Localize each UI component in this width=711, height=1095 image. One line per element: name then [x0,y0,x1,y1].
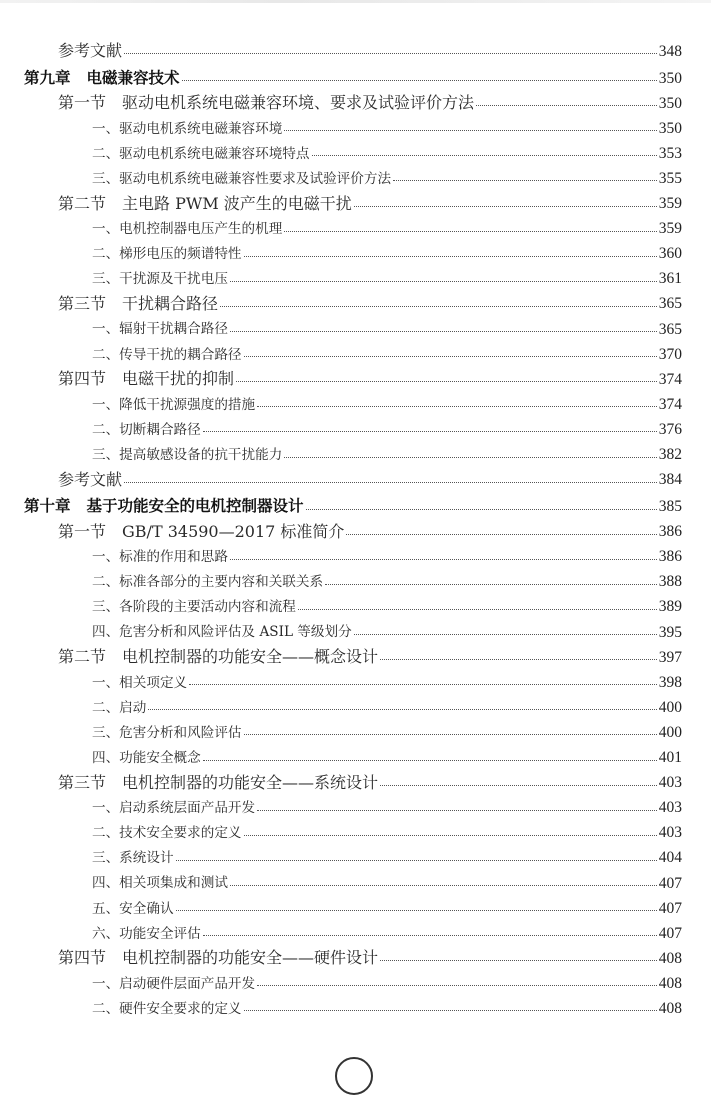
dot-leader [476,105,657,106]
toc-entry-label: 基于功能安全的电机控制器设计 [86,497,304,516]
dot-leader [189,684,657,685]
toc-entry-label: 三、驱动电机系统电磁兼容性要求及试验评价方法 [92,170,392,187]
toc-entry-item[interactable] [0,916,711,941]
toc-entry-chapter[interactable] [0,488,711,515]
toc-entry-title [92,900,176,917]
dot-leader [284,457,656,458]
toc-entry-section[interactable] [0,362,711,387]
toc-entry-page-number: 403 [658,799,682,817]
toc-entry-label: 一、驱动电机系统电磁兼容环境 [92,120,283,137]
toc-entry-page-number: 350 [658,69,682,87]
dot-leader [380,960,657,961]
toc-entry-title [92,925,203,942]
dot-leader [203,431,657,432]
toc-entry-label: 参考文献 [58,41,123,61]
toc-entry-label: 四、功能安全概念 [92,749,201,766]
toc-entry-number: 第三节 [58,293,107,313]
dot-leader [244,835,657,836]
toc-entry-item[interactable] [0,715,711,740]
toc-entry-number: 第四节 [58,369,107,389]
toc-entry-title [92,877,230,891]
table-of-contents [0,34,711,1016]
dot-leader [346,534,656,535]
toc-entry-label: 五、安全确认 [92,900,174,917]
toc-entry-title [92,170,393,187]
toc-entry-page-number: 376 [658,420,682,438]
toc-entry-page-number: 370 [658,345,682,363]
toc-entry-item[interactable] [0,791,711,816]
toc-entry-title [58,469,124,489]
dot-leader [244,1010,657,1011]
toc-entry-item[interactable] [0,841,711,866]
toc-entry-label: 三、危害分析和风险评估 [92,724,242,741]
toc-entry-label: 四、危害分析和风险评估及 ASIL 等级划分 [92,624,352,641]
toc-entry-ref[interactable] [0,34,711,59]
toc-entry-page-number: 403 [658,774,682,792]
toc-entry-title [24,499,306,515]
dot-leader [203,760,657,761]
dot-leader [244,734,657,735]
toc-entry-label: 电磁干扰的抑制 [122,369,235,389]
toc-entry-title [92,446,284,463]
toc-entry-title [58,371,236,387]
dot-leader [325,584,657,585]
toc-entry-page-number: 382 [658,446,682,463]
toc-entry-page-number: 398 [658,673,682,691]
toc-entry-page-number: 408 [658,999,682,1017]
toc-entry-page-number: 365 [658,320,682,338]
toc-entry-label: 参考文献 [58,469,123,489]
toc-entry-title [92,827,244,841]
toc-entry-title [92,852,176,866]
toc-entry-title [58,293,220,313]
toc-entry-item[interactable] [0,565,711,590]
toc-entry-title [92,975,257,992]
toc-entry-label: 电磁兼容技术 [86,68,180,87]
toc-entry-label: 电机控制器的功能安全——概念设计 [122,647,379,667]
toc-entry-label: 一、标准的作用和思路 [92,549,228,566]
dot-leader [257,985,657,986]
toc-entry-label: 驱动电机系统电磁兼容环境、要求及试验评价方法 [122,93,475,113]
toc-entry-item[interactable] [0,136,711,161]
toc-entry-label: 主电路 PWM 波产生的电磁干扰 [122,193,352,213]
toc-entry-title [92,120,284,137]
toc-entry-title [92,551,230,565]
toc-entry-page-number: 388 [658,573,682,591]
dot-leader [236,381,657,382]
toc-entry-number: 第二节 [58,647,107,667]
toc-entry-page-number: 359 [658,195,682,213]
dot-leader [284,231,656,232]
toc-entry-title [92,346,244,363]
toc-entry-label: 二、驱动电机系统电磁兼容环境特点 [92,145,310,162]
dot-leader [124,53,657,54]
toc-entry-label: 电机控制器的功能安全——硬件设计 [122,948,379,968]
toc-entry-title [92,626,354,640]
toc-entry-section[interactable] [0,86,711,111]
toc-entry-section[interactable] [0,766,711,791]
toc-entry-item[interactable] [0,387,711,412]
toc-entry-section[interactable] [0,941,711,966]
toc-entry-item[interactable] [0,412,711,437]
toc-entry-page-number: 374 [658,395,682,413]
toc-entry-item[interactable] [0,437,711,462]
toc-entry-label: 电机控制器的功能安全——系统设计 [122,772,379,792]
toc-entry-title [92,749,203,766]
toc-entry-page-number: 407 [658,874,682,892]
dot-leader [312,155,657,156]
toc-entry-title [92,601,298,615]
toc-entry-title [58,649,380,665]
toc-entry-item[interactable] [0,816,711,841]
toc-entry-label: 一、相关项定义 [92,674,188,691]
toc-entry-page-number: 355 [658,169,682,187]
toc-entry-title [92,699,148,716]
dot-leader [298,609,657,610]
toc-entry-page-number: 386 [658,523,682,541]
toc-entry-label: 一、启动系统层面产品开发 [92,800,256,817]
toc-entry-page-number: 365 [658,295,682,313]
dot-leader [380,659,657,660]
dot-leader [393,180,657,181]
toc-entry-page-number: 353 [658,144,682,162]
dot-leader [176,860,657,861]
toc-entry-number: 第一节 [58,521,107,541]
dot-leader [306,509,657,510]
toc-entry-label: 三、提高敏感设备的抗干扰能力 [92,446,283,463]
toc-entry-page-number: 408 [658,949,682,967]
toc-entry-page-number: 400 [658,723,682,741]
toc-entry-label: 二、硬件安全要求的定义 [92,1000,242,1017]
toc-entry-label: 四、相关项集成和测试 [92,875,228,892]
toc-entry-page-number: 384 [658,471,682,489]
toc-entry-page-number: 350 [658,94,682,112]
dot-leader [148,709,656,710]
toc-entry-page-number: 397 [658,648,682,666]
toc-entry-page-number: 404 [658,849,682,867]
toc-entry-title [58,193,354,213]
toc-entry-page-number: 385 [658,498,682,516]
toc-entry-page-number: 359 [658,220,682,238]
toc-entry-item[interactable] [0,665,711,690]
toc-entry-page-number: 386 [658,548,682,566]
dot-leader [176,910,657,911]
toc-entry-title [92,396,257,413]
toc-entry-page-number: 401 [658,749,682,767]
dot-leader [257,406,657,407]
dot-leader [354,634,657,635]
toc-entry-page-number: 348 [658,42,682,60]
toc-entry-title [92,421,203,438]
toc-entry-page-number: 400 [658,698,682,716]
toc-entry-title [92,273,230,287]
toc-entry-item[interactable] [0,161,711,186]
toc-entry-item[interactable] [0,690,711,715]
toc-entry-title [92,674,189,691]
toc-entry-section[interactable] [0,186,711,211]
toc-entry-label: 一、启动硬件层面产品开发 [92,975,256,992]
toc-entry-title [92,323,230,337]
dot-leader [182,80,657,81]
dot-leader [257,810,657,811]
toc-entry-number: 第三节 [58,772,107,792]
toc-entry-title [92,145,312,162]
toc-entry-label: 三、各阶段的主要活动内容和流程 [92,599,296,616]
toc-entry-label: 二、技术安全要求的定义 [92,825,242,842]
toc-entry-section[interactable] [0,287,711,312]
dot-leader [230,331,657,332]
toc-entry-label: 一、辐射干扰耦合路径 [92,321,228,338]
toc-entry-page-number: 407 [658,924,682,942]
toc-entry-page-number: 395 [658,623,682,641]
toc-entry-number: 第四节 [58,948,107,968]
toc-entry-title [92,576,325,590]
toc-entry-title [92,724,244,741]
toc-entry-section[interactable] [0,640,711,665]
toc-entry-item[interactable] [0,262,711,287]
dot-leader [354,206,657,207]
toc-entry-page-number: 408 [658,974,682,992]
toc-entry-title [92,1000,244,1017]
dot-leader [203,935,657,936]
toc-entry-title [58,772,380,792]
toc-entry-item[interactable] [0,891,711,916]
dot-leader [244,356,657,357]
toc-entry-item[interactable] [0,991,711,1016]
toc-entry-page-number: 360 [658,245,682,263]
toc-entry-item[interactable] [0,866,711,891]
toc-entry-number: 第一节 [58,93,107,113]
toc-entry-item[interactable] [0,740,711,765]
toc-entry-number: 第十章 [24,497,71,516]
toc-entry-label: GB/T 34590—2017 标准简介 [122,521,345,541]
toc-entry-title [58,950,380,966]
toc-entry-ref[interactable] [0,463,711,488]
toc-entry-title [92,248,244,262]
dot-leader [220,306,657,307]
dot-leader [230,885,657,886]
toc-entry-label: 一、电机控制器电压产生的机理 [92,221,283,238]
page-number-ornament [335,1057,373,1095]
dot-leader [124,482,657,483]
previous-page-edge [0,0,711,3]
toc-entry-item[interactable] [0,540,711,565]
toc-entry-label: 一、降低干扰源强度的措施 [92,396,256,413]
toc-entry-label: 二、切断耦合路径 [92,421,201,438]
toc-entry-title [58,43,124,59]
toc-entry-item[interactable] [0,966,711,991]
toc-entry-item[interactable] [0,590,711,615]
toc-entry-chapter[interactable] [0,59,711,86]
toc-entry-section[interactable] [0,515,711,540]
toc-entry-item[interactable] [0,615,711,640]
toc-entry-number: 第二节 [58,193,107,213]
toc-entry-item[interactable] [0,212,711,237]
toc-entry-page-number: 407 [658,899,682,917]
toc-entry-item[interactable] [0,237,711,262]
toc-entry-title [92,802,257,816]
toc-entry-label: 二、传导干扰的耦合路径 [92,346,242,363]
toc-entry-page-number: 389 [658,598,682,616]
toc-entry-title [58,95,476,111]
toc-entry-label: 三、系统设计 [92,850,174,867]
toc-entry-item[interactable] [0,312,711,337]
toc-entry-label: 二、梯形电压的频谱特性 [92,246,242,263]
toc-entry-item[interactable] [0,337,711,362]
toc-entry-title [24,68,182,87]
toc-entry-label: 二、标准各部分的主要内容和关联关系 [92,574,324,591]
toc-entry-page-number: 350 [658,119,682,137]
toc-entry-number: 第九章 [24,68,71,87]
dot-leader [230,559,657,560]
toc-entry-label: 干扰耦合路径 [122,293,219,313]
toc-entry-page-number: 403 [658,824,682,842]
dot-leader [380,785,657,786]
toc-entry-label: 六、功能安全评估 [92,925,201,942]
toc-entry-page-number: 361 [658,270,682,288]
dot-leader [230,281,657,282]
toc-entry-item[interactable] [0,111,711,136]
toc-entry-title [92,223,284,237]
toc-entry-label: 二、启动 [92,699,147,716]
dot-leader [284,130,656,131]
dot-leader [244,256,657,257]
toc-entry-page-number: 374 [658,370,682,388]
toc-entry-title [58,521,346,541]
toc-entry-label: 三、干扰源及干扰电压 [92,271,228,288]
